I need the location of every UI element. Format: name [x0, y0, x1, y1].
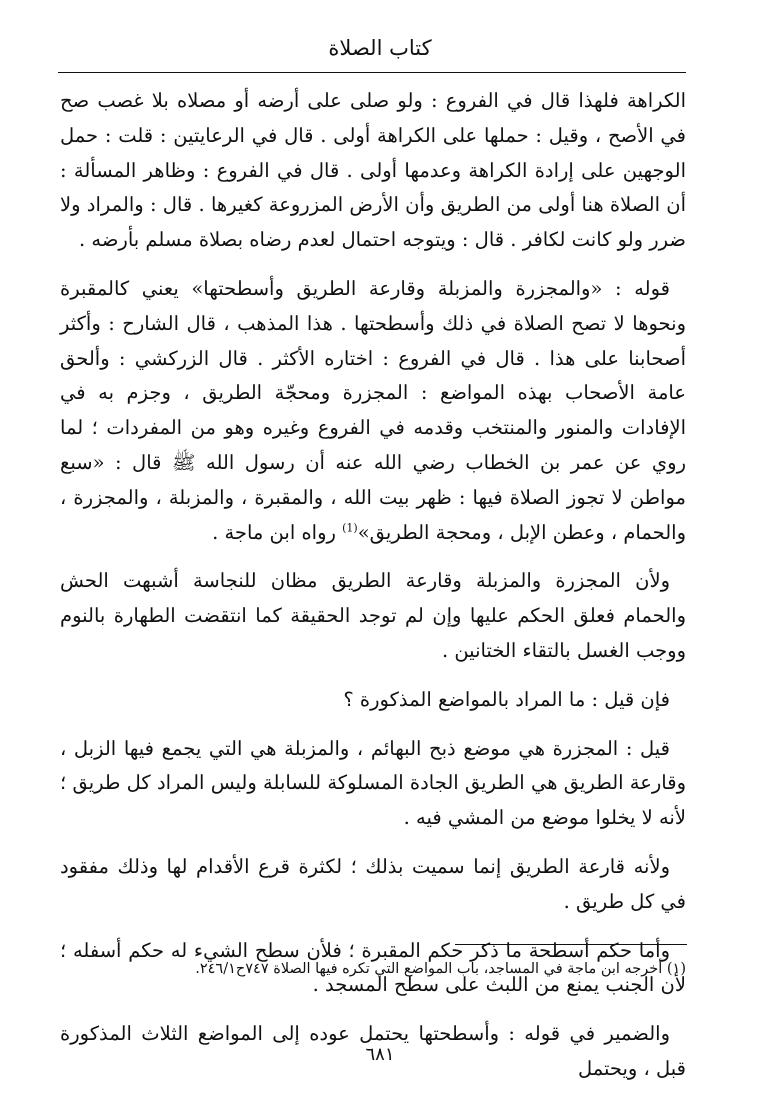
paragraph-5: قيل : المجزرة هي موضع ذبح البهائم ، والمزبلة هي التي يجمع فيها الزبل ، وقارعة الطريق هي الطريق الجادة المسلوكة للسابلة وليس المراد كل طريق ؛ لأنه لا يخلوا موضع من المشي فيه .	[60, 736, 686, 830]
header-divider	[58, 72, 686, 73]
paragraph-2	[60, 272, 686, 550]
paragraph-4: فإن قيل : ما المراد بالمواضع المذكورة ؟	[343, 687, 670, 711]
paragraph-2-body: قوله : «والمجزرة والمزبلة وقارعة الطريق وأسطحتها» يعني كالمقبرة ونحوها لا تصح الصلاة في ذلك وأسطحتها . هذا المذهب ، قال الشارح : وأكثر أصحابنا على هذا . قال في الفروع : اختاره الأكثر . قال الزركشي : وألحق عامة الأصحاب بهذه المواضع : المجزرة ومحجّة الطريق ، وجزم به في الإفادات والمنور والمنتخب وقدمه في الفروع وغيره وهو من المفردات ؛ لما روي عن عمر بن الخطاب رضي الله عنه أن رسول الله ﷺ قال : «سبع مواطن لا تجوز الصلاة فيها : ظهر بيت الله ، والمقبرة ، والمزبلة ، والمجزرة ، والحمام ، وعطن الإبل ، ومحجة الطريق»	[60, 276, 686, 544]
main-text	[60, 84, 686, 1101]
footnote-reference[interactable]: (1)	[342, 521, 358, 535]
footnote: (١) أخرجه ابن ماجة في المساجد، باب المواضع التي تكره فيها الصلاة ٧٤٧ح٢٤٦/١.	[195, 961, 686, 977]
paragraph-3: ولأن المجزرة والمزبلة وقارعة الطريق مظان للنجاسة أشبهت الحش والحمام فعلق الحكم عليها وإن لم توجد الحقيقة كما انتقضت الطهارة بالنوم ووجب الغسل بالتقاء الختانين .	[60, 569, 686, 662]
page-number: ٦٨١	[365, 1044, 395, 1065]
paragraph-2-tail: رواه ابن ماجة .	[212, 520, 343, 544]
paragraph-7: وأما حكم أسطحة ما ذكر حكم المقبرة ؛ فلأن سطح الشيء له حكم أسفله ؛ لأن الجنب يمنع من اللبث على سطح المسجد .	[60, 938, 686, 997]
running-header-title: كتاب الصلاة	[328, 36, 432, 60]
footnote-divider	[455, 944, 687, 945]
paragraph-1: الكراهة فلهذا قال في الفروع : ولو صلى على أرضه أو مصلاه بلا غصب صح في الأصح ، وقيل : حملها على الكراهة أولى . قال في الرعايتين : قلت : حمل الوجهين على إرادة الكراهة وعدمها أولى . قال في الفروع : وظاهر المسألة : أن الصلاة هنا أولى من الطريق وأن الأرض المزروعة كغيرها . قال : والمراد ولا ضرر ولو كانت لكافر . قال : ويتوجه احتمال لعدم رضاه بصلاة مسلم بأرضه .	[60, 89, 686, 252]
paragraph-6: ولأنه قارعة الطريق إنما سميت بذلك ؛ لكثرة قرع الأقدام لها وذلك مفقود في كل طريق .	[60, 854, 686, 913]
paragraph-8: والضمير في قوله : وأسطحتها يحتمل عوده إلى المواضع الثلاث المذكورة قبل ، ويحتمل	[60, 1022, 686, 1080]
